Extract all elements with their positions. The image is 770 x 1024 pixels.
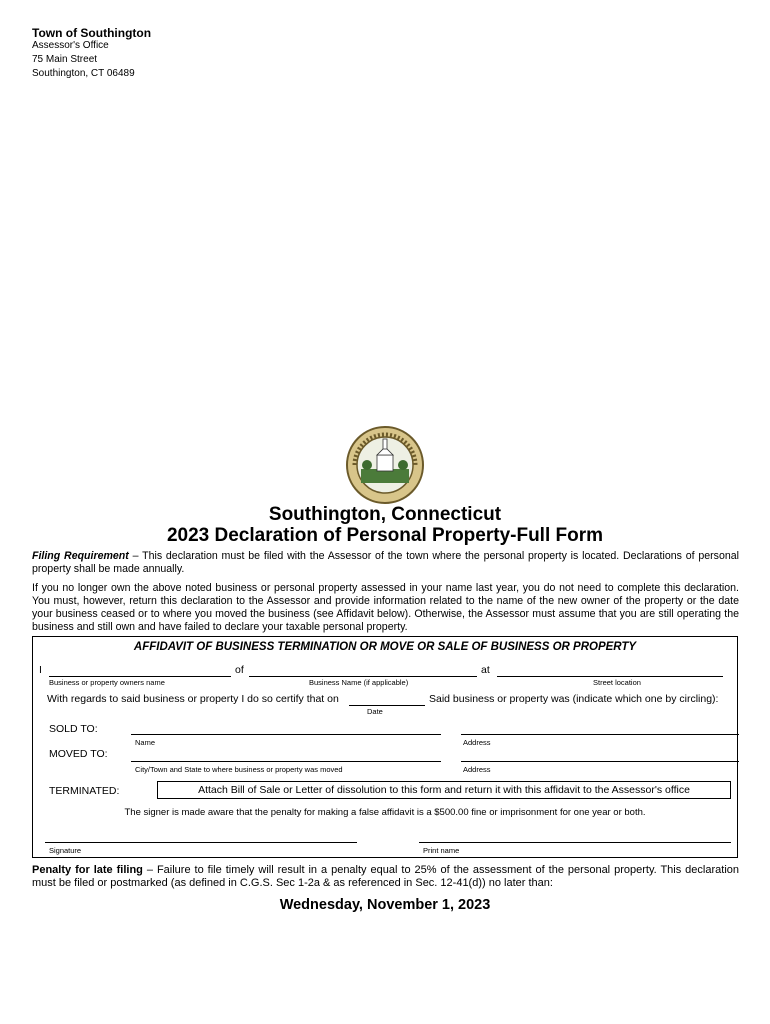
terminated-label[interactable]: TERMINATED: — [49, 785, 120, 797]
caption-date: Date — [367, 707, 383, 716]
of-label: of — [235, 664, 244, 676]
intro-paragraph: If you no longer own the above noted business or personal property assessed in your name last year, you do not need to complete this declaration. You must, however, return this declaration to the Assessor and provide information related to the name of the new owner of the property or the date your business ceased or to where you moved the business (see Affidavit below). Otherwise, the Assessor must assume that you are still operating the business and still own and have failed to declare your taxable personal property. — [32, 582, 739, 633]
address-field-2[interactable] — [461, 761, 739, 762]
city-state-field[interactable] — [131, 761, 441, 762]
late-filing-penalty — [32, 864, 739, 890]
signature-field[interactable] — [45, 842, 357, 843]
city-address: Southington, CT 06489 — [32, 68, 135, 79]
owner-name-field[interactable] — [49, 676, 231, 677]
caption-address-2: Address — [463, 765, 491, 774]
street-address: 75 Main Street — [32, 54, 98, 65]
caption-city: City/Town and State to where business or property was moved — [135, 765, 343, 774]
print-name-field[interactable] — [419, 842, 731, 843]
title-line1: Southington, Connecticut — [268, 504, 502, 525]
false-affidavit-penalty: The signer is made aware that the penalty for making a false affidavit is a $500.00 fine or imprisonment for one year or both. — [124, 807, 646, 818]
street-location-field[interactable] — [497, 676, 723, 677]
certify-text: With regards to said business or property I do so certify that on — [47, 693, 339, 705]
i-label: I — [39, 664, 42, 676]
sold-to-label[interactable]: SOLD TO: — [49, 723, 98, 735]
caption-owner: Business or property owners name — [49, 678, 165, 687]
affidavit-box — [32, 636, 738, 858]
date-field[interactable] — [349, 705, 425, 706]
circling-text: Said business or property was (indicate which one by circling): — [429, 693, 719, 705]
name-field[interactable] — [131, 734, 441, 735]
moved-to-label[interactable]: MOVED TO: — [49, 748, 108, 760]
caption-address-1: Address — [463, 738, 491, 747]
penalty-label: Penalty for late filing — [32, 864, 143, 876]
penalty-text: – Failure to file timely will result in a penalty equal to 25% of the assessment of the personal property. This declaration must be filed or postmarked (as defined in C.G.S. Sec 1-2a & as referenced in Sec. 12-41(d)) no later than: — [32, 864, 739, 889]
caption-print: Print name — [423, 846, 460, 855]
caption-name: Name — [135, 738, 156, 747]
office-name: Assessor's Office — [32, 40, 109, 51]
filing-requirement — [32, 550, 739, 576]
at-label: at — [481, 664, 490, 676]
affidavit-title: AFFIDAVIT OF BUSINESS TERMINATION OR MOVE OR SALE OF BUSINESS OR PROPERTY — [133, 641, 637, 653]
filing-label: Filing Requirement — [32, 550, 129, 562]
due-date: Wednesday, November 1, 2023 — [279, 897, 491, 913]
address-field-1[interactable] — [461, 734, 739, 735]
attach-instructions: Attach Bill of Sale or Letter of dissolution to this form and return it with this affidavit to the Assessor's office — [157, 781, 731, 799]
town-name: Town of Southington — [32, 26, 152, 40]
caption-street: Street location — [593, 678, 641, 687]
title-line2: 2023 Declaration of Personal Property-Full Form — [166, 525, 604, 546]
filing-text: – This declaration must be filed with the Assessor of the town where the personal property is located. Declarations of personal property shall be made annually. — [32, 550, 739, 575]
town-seal — [345, 425, 425, 505]
caption-business: Business Name (if applicable) — [309, 678, 409, 687]
business-name-field[interactable] — [249, 676, 477, 677]
caption-signature: Signature — [49, 846, 82, 855]
